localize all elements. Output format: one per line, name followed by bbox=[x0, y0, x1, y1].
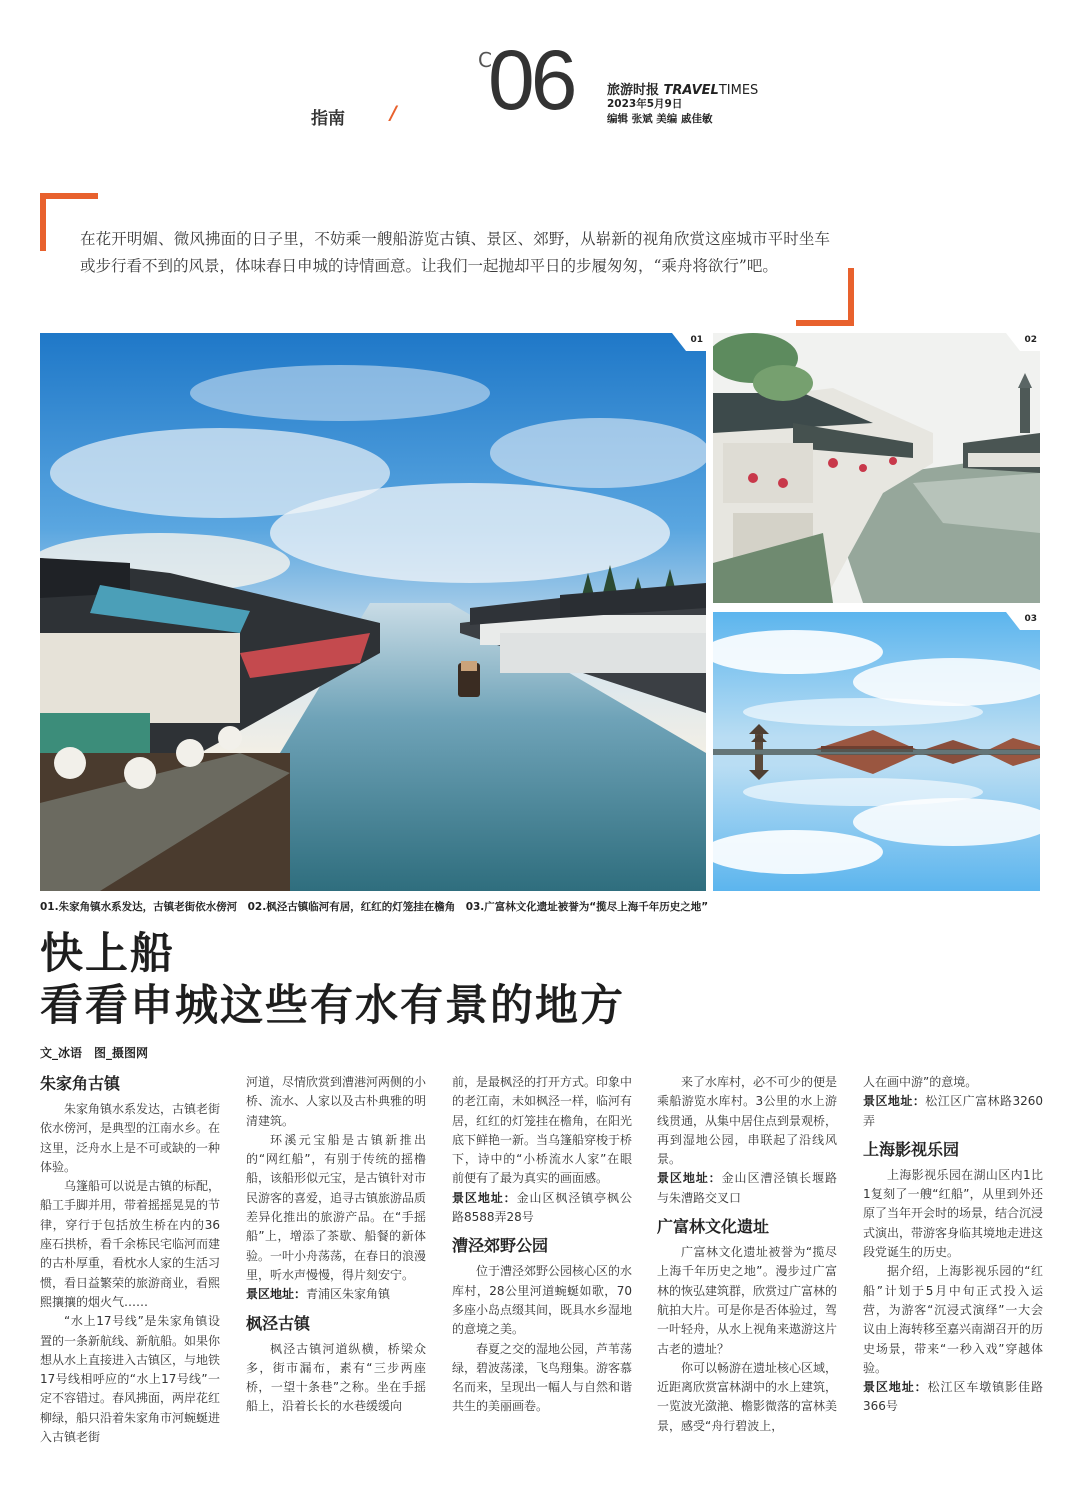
paragraph: 朱家角镇水系发达，古镇老街依水傍河，是典型的江南水乡。在这里，泛舟水上是不可或缺的一种体验。 bbox=[40, 1102, 221, 1174]
paragraph: 枫泾古镇河道纵横，桥梁众多，街市漏布，素有“三步两座桥，一望十条巷”之称。坐在手摇船上，沿着长长的水巷缓缓向 bbox=[246, 1341, 426, 1414]
address-label: 景区地址： bbox=[246, 1287, 307, 1302]
address-film-park bbox=[863, 1378, 1043, 1417]
paragraph: 上海影视乐园在湖山区内1比1复刻了一艘“红船”，从里到外还原了当年开会时的场景，结合沉浸式演出，带游客身临其境地走进这段党诞生的历史。 bbox=[863, 1167, 1044, 1260]
paragraph: 来了水库村，必不可少的便是乘船游览水库村。3公里的水上游线贯通，从集中居住点到景观桥，再到湿地公园，串联起了沿线风景。 bbox=[657, 1075, 838, 1167]
address-label: 景区地址： bbox=[452, 1190, 517, 1205]
photo-captions: 01.朱家角镇水系发达，古镇老街依水傍河 02.枫泾古镇临河有居，红红的灯笼挂在檐角 03.广富林文化遗址被誉为“揽尽上海千年历史之地” bbox=[40, 901, 709, 913]
address-value: 金山区漕泾镇长堰路与朱漕路交叉口 bbox=[657, 1171, 837, 1205]
column-3 bbox=[452, 1073, 632, 1417]
page-number: 06 bbox=[488, 33, 574, 127]
column-1 bbox=[40, 1073, 220, 1447]
editors-credit: 编辑 张斌 美编 戚佳敏 bbox=[607, 113, 713, 125]
section-heading-guangfulin: 广富林文化遗址 bbox=[657, 1217, 770, 1237]
photo-fengjing-town bbox=[713, 333, 1040, 603]
section-heading-zhujiajiao: 朱家角古镇 bbox=[40, 1074, 121, 1093]
section-label: 指南 bbox=[311, 109, 345, 129]
paragraph: 环溪元宝船是古镇新推出的“网红船”，有别于传统的摇橹船，该船形似元宝，是古镇针对市民游客的喜爱，追寻古镇旅游品质差异化推出的旅游产品。在“手摇船”上，增添了茶歇、船餐的新体验。一叶小舟荡荡，在春日的浪漫里，听水声慢慢，得片刻安宁。 bbox=[246, 1132, 427, 1282]
address-value: 青浦区朱家角镇 bbox=[306, 1287, 391, 1302]
photo-number-tag-02 bbox=[1006, 333, 1040, 351]
section-slash-mark: / bbox=[390, 102, 397, 124]
headline-line-2: 看看申城这些有水有景的地方 bbox=[40, 981, 625, 1031]
byline: 文_冰语 图_摄图网 bbox=[40, 1046, 149, 1060]
section-heading-caojing: 漕泾郊野公园 bbox=[452, 1236, 549, 1256]
paper-name-en-bold: TRAVEL bbox=[663, 83, 719, 98]
address-fengjing bbox=[452, 1189, 632, 1228]
column-2 bbox=[246, 1073, 426, 1417]
photo-number-tag-03 bbox=[1006, 612, 1040, 630]
photo-number-tag-01 bbox=[672, 333, 706, 351]
address-value: 松江区车墩镇影佳路366号 bbox=[863, 1380, 1043, 1414]
section-heading-film-park: 上海影视乐园 bbox=[863, 1139, 960, 1159]
paper-name-cn: 旅游时报 bbox=[607, 83, 660, 98]
headline-line-1: 快上船 bbox=[40, 929, 175, 979]
paragraph: 据介绍，上海影视乐园的“红船”计划于5月中旬正式投入运营，为游客“沉浸式演绎”一大会议由上海转移至嘉兴南湖召开的历史场景，带来“一秒入戏”穿越体验。 bbox=[863, 1264, 1044, 1375]
address-value: 金山区枫泾镇亭枫公路8588弄28号 bbox=[452, 1190, 632, 1225]
paragraph: 位于漕泾郊野公园核心区的水库村，28公里河道蜿蜒如歌，70多座小岛点缀其间，既具水乡湿地的意境之美。 bbox=[452, 1264, 633, 1337]
paragraph: 河道，尽情欣赏到漕港河两侧的小桥、流水、人家以及古朴典雅的明清建筑。 bbox=[246, 1075, 427, 1128]
section-heading-fengjing: 枫泾古镇 bbox=[246, 1313, 311, 1333]
intro-paragraph: 在花开明媚、微风拂面的日子里，不妨乘一艘船游览古镇、景区、郊野，从崭新的视角欣赏这座城市平时坐车或步行看不到的风景，体味春日申城的诗情画意。让我们一起抛却平日的步履匆匆，“乘舟将欲行”吧。 bbox=[80, 230, 830, 275]
page-prefix: C bbox=[478, 48, 492, 72]
column-4 bbox=[657, 1073, 837, 1436]
photo-number-03: 03 bbox=[1024, 614, 1037, 624]
photo-number-02: 02 bbox=[1024, 335, 1037, 345]
paragraph: “水上17号线”是朱家角镇设置的一条新航线、新航船。如果你想从水上直接进入古镇区，与地铁17号线相呼应的“水上17号线”一定不容错过。春风拂面，两岸花红柳绿，船只沿着朱家角市河蜿蜒进入古镇老街 bbox=[40, 1314, 221, 1445]
photo-guangfulin-site bbox=[713, 612, 1040, 891]
paragraph: 你可以畅游在遗址核心区域，近距离欣赏富林湖中的水上建筑，一览波光潋滟、檐影微落的富林美景，感受“舟行碧波上， bbox=[657, 1360, 838, 1433]
paragraph: 广富林文化遗址被誉为“揽尽上海千年历史之地”。漫步过广富林的恢弘建筑群，欣赏过广富林的航拍大片。可是你是否体验过，驾一叶轻舟，从水上视角来遨游这片古老的遗址？ bbox=[657, 1245, 838, 1356]
address-zhujiajiao bbox=[246, 1285, 426, 1304]
headline bbox=[40, 928, 625, 1032]
address-value: 松江区广富林路3260弄 bbox=[863, 1094, 1043, 1128]
paragraph: 前，是最枫泾的打开方式。印象中的老江南，未如枫泾一样，临河有居，红红的灯笼挂在檐角，在阳光底下鲜艳一新。当乌篷船穿梭于桥下，诗中的“小桥流水人家”在眼前便有了最为真实的画面感。 bbox=[452, 1075, 633, 1186]
column-5 bbox=[863, 1073, 1043, 1417]
photo-zhujiajiao-canal bbox=[40, 333, 706, 891]
address-label: 景区地址： bbox=[863, 1380, 928, 1395]
paragraph: 乌篷船可以说是古镇的标配，船工手脚并用，带着摇摇晃晃的节律，穿行于包括放生桥在内的36座石拱桥，看千余栋民宅临河而建的古朴厚重，看枕水人家的生活习惯，看日益繁荣的旅游商业，看熙熙攘攘的烟火气…… bbox=[40, 1179, 221, 1309]
paragraph: 春夏之交的湿地公园，芦苇荡绿，碧波荡漾，飞鸟翔集。游客慕名而来，呈现出一幅人与自然和谐共生的美丽画卷。 bbox=[452, 1341, 633, 1414]
address-caojing bbox=[657, 1169, 837, 1208]
paragraph: 人在画中游”的意境。 bbox=[863, 1075, 978, 1089]
address-guangfulin bbox=[863, 1092, 1043, 1131]
address-label: 景区地址： bbox=[657, 1171, 722, 1186]
photo-number-01: 01 bbox=[690, 335, 703, 345]
publication-date: 2023年5月9日 bbox=[607, 98, 683, 110]
address-label: 景区地址： bbox=[863, 1094, 926, 1109]
paper-name-en-light: TIMES bbox=[718, 83, 759, 98]
